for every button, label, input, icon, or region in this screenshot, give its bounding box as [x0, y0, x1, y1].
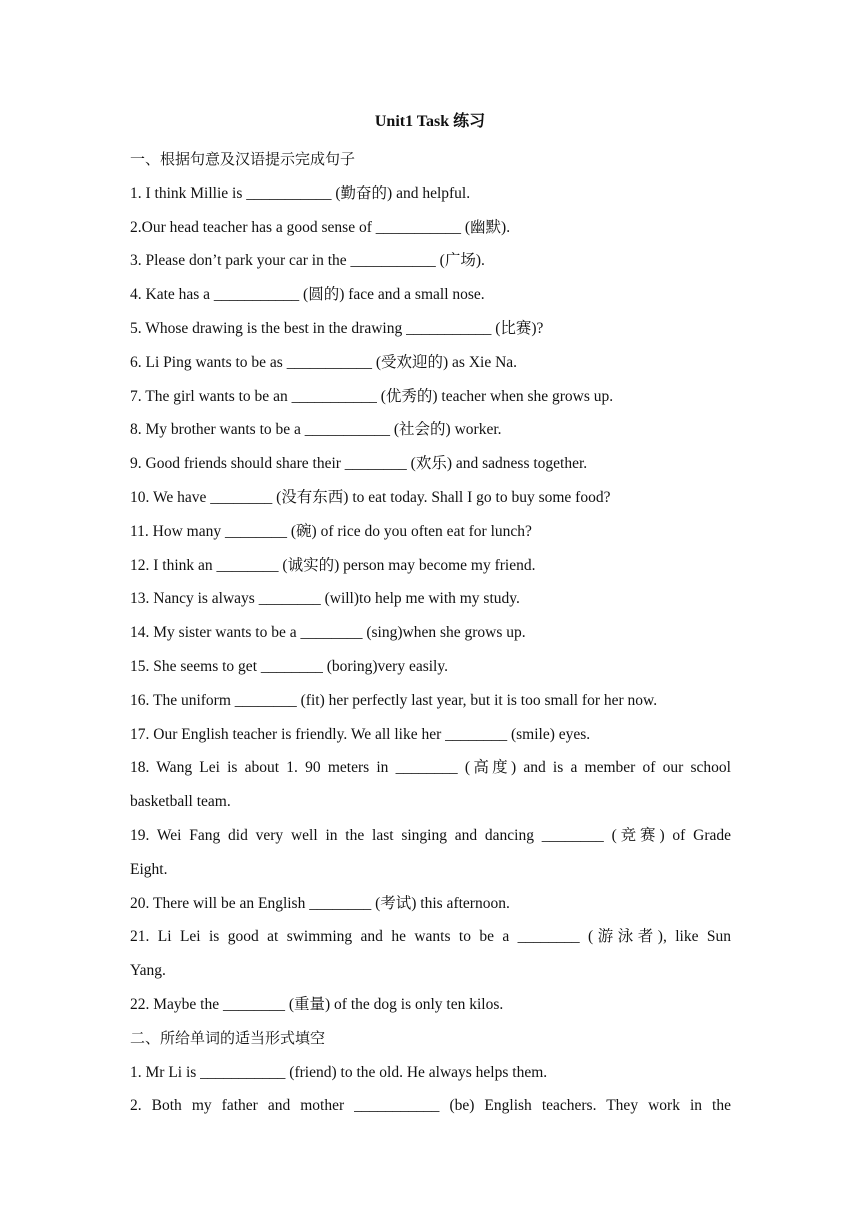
exercise-item-12: 12. I think an ________ (诚实的) person may become my friend. [130, 556, 536, 574]
exercise-item-17: 17. Our English teacher is friendly. We all like her ________ (smile) eyes. [130, 725, 591, 743]
exercise-item-11: 11. How many ________ (碗) of rice do you often eat for lunch? [130, 522, 532, 540]
exercise-item-21-line1: 21. Li Lei is good at swimming and he wants to be a ________ (游泳者), like Sun [130, 928, 731, 946]
exercise-item-4: 4. Kate has a ___________ (圆的) face and a small nose. [130, 286, 485, 304]
exercise-item-6: 6. Li Ping wants to be as ___________ (受欢迎的) as Xie Na. [130, 353, 518, 371]
exercise-item-3: 3. Please don’t park your car in the ___________ (广场). [130, 252, 485, 270]
exercise-item-20: 20. There will be an English ________ (考试) this afternoon. [130, 894, 510, 912]
page-title: Unit1 Task 练习 [374, 113, 486, 130]
exercise-content [130, 143, 731, 1123]
exercise-item-21-line2: Yang. [130, 962, 166, 980]
exercise-item-18-line1: 18. Wang Lei is about 1. 90 meters in ________ (高度) and is a member of our school [130, 759, 731, 777]
exercise-item-15: 15. She seems to get ________ (boring)very easily. [130, 657, 448, 675]
exercise-item-22: 22. Maybe the ________ (重量) of the dog is only ten kilos. [130, 995, 504, 1013]
exercise2-item-2-line1: 2. Both my father and mother ___________ (be) English teachers. They work in the [130, 1097, 731, 1115]
exercise2-item-1: 1. Mr Li is ___________ (friend) to the old. He always helps them. [130, 1063, 548, 1081]
exercise-item-10: 10. We have ________ (没有东西) to eat today. Shall I go to buy some food? [130, 488, 611, 506]
exercise-item-16: 16. The uniform ________ (fit) her perfectly last year, but it is too small for her now. [130, 691, 658, 709]
exercise-item-19-line2: Eight. [130, 860, 168, 878]
exercise-item-13: 13. Nancy is always ________ (will)to help me with my study. [130, 590, 520, 608]
exercise-item-14: 14. My sister wants to be a ________ (sing)when she grows up. [130, 624, 526, 642]
section-heading-1: 一、根据句意及汉语提示完成句子 [130, 150, 356, 168]
exercise-item-1: 1. I think Millie is ___________ (勤奋的) and helpful. [130, 184, 471, 202]
exercise-item-18-line2: basketball team. [130, 793, 231, 811]
exercise-item-5: 5. Whose drawing is the best in the drawing ___________ (比赛)? [130, 319, 544, 337]
exercise-item-19-line1: 19. Wei Fang did very well in the last singing and dancing ________ (竞赛) of Grade [130, 826, 731, 844]
exercise-item-9: 9. Good friends should share their ________ (欢乐) and sadness together. [130, 455, 588, 473]
section-heading-2: 二、所给单词的适当形式填空 [130, 1028, 326, 1047]
exercise-item-7: 7. The girl wants to be an ___________ (优秀的) teacher when she grows up. [130, 387, 614, 405]
exercise-item-2: 2.Our head teacher has a good sense of ___________ (幽默). [130, 218, 511, 236]
exercise-item-8: 8. My brother wants to be a ___________ (社会的) worker. [130, 421, 502, 439]
